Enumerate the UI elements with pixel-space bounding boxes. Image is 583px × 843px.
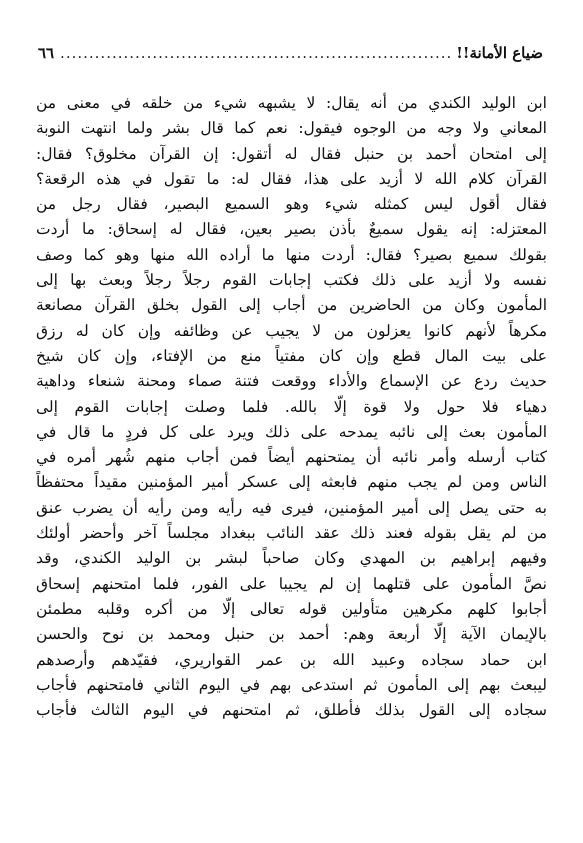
text-line: المأمون وكان من الحاضرين من أجاب إلى القول بخلق القرآن مصانعة [36,296,547,315]
text-line: من لم يقل بقوله فعند ذلك عقد النائب ببغداد مجلساً آخر وأحضر أولئك [36,524,547,543]
text-line: القرآن كلام الله لا أزيد على هذا، فقال له: ما تقول في هذه الرقعة؟ [36,169,547,188]
text-line: نفسه ولا أزيد على ذلك فكتب إجابات القوم رجلاً رجلاً وبعث بها إلى [36,271,547,290]
text-line: سجاده إلى القول بذلك فأطلق، ثم امتحنهم في اليوم الثالث فأجاب [36,701,547,720]
text-line: وفيهم إبراهيم بن المهدي وكان صاحباً لبشر بن الوليد الكندي، وقد [36,549,547,568]
page-number: ٦٦ [38,44,55,62]
text-line: حديث ردع عن الإسماع والأداء ووقعت فتنة صماء ومحنة شنعاء وداهية [36,372,547,391]
body-text [36,91,547,723]
running-header [38,44,543,66]
text-line: بقولك سميع بصير؟ فقال: أردت منها ما أراده الله منها وهو كما وصف [36,245,547,264]
text-line: ابن الوليد الكندي من أنه يقال: لا يشبهه شيء من خلقه في معنى من [36,94,547,112]
text-line: المأمون بعث إلى نائبه يمدحه على ذلك ويرد على كل فردٍ ما قال في [36,422,547,441]
text-line: ليبعث بهم إلى المأمون ثم استدعى بهم في اليوم الثاني فامتحنهم فأجاب [36,675,547,694]
text-line: مكرهاً لأنهم كانوا يعزلون من لا يجيب عن وظائفه وإن كان له رزق [36,321,547,340]
text-line: كتاب أرسله وأمر نائبه أن يمتحنهم أيضاً فمن أجاب منهم شُهر أمره في [36,448,547,467]
text-line: دهياء فلا حول ولا قوة إلّا بالله. فلما وصلت إجابات القوم إلى [36,397,547,416]
text-line: ابن حماد سجاده وعبيد الله بن عمر القواريري، فقيّدهم وأرصدهم [36,650,547,669]
text-line: فقال أقول ليس كمثله شيء وهو السميع البصير، فقال رجل من [36,195,547,214]
text-line: نصَّ المأمون على قتلهما إن لم يجيبا على الفور، فلما امتحنهم إسحاق [36,574,547,593]
text-line: المعتزله: إنه يقول سميعٌ بأذن بصير بعين، فقال له إسحاق: ما أردت [36,220,547,239]
text-line: به حتى يصل إلى أمير المؤمنين، فيرى فيه رأيه ومن رأيه أن يضرب عنق [36,498,547,517]
dot-leader [58,44,452,62]
text-line: بالإيمان الآية إلّا أربعة وهم: أحمد بن حنبل ومحمد بن نوح والحسن [36,625,547,644]
text-line: إلى امتحان أحمد بن حنبل فقال له أتقول: إن القرآن مخلوق؟ فقال: [36,144,547,163]
text-line: على بيت المال قطع وإن كان مفتياً منع من الإفتاء، وإن كان شيخ [36,346,547,365]
book-title: ضياع الأمانة!! [456,44,543,62]
text-line: أجابوا كلهم مكرهين متأولين قوله تعالى إلّا من أكره وقلبه مطمئن [36,599,547,618]
text-line: الناس ومن لم يجب منهم فابعثه إلى عسكر أمير المؤمنين مقيداً محتفظاً [36,473,547,492]
text-line: المعاني ولا وجه من الوجوه فيقول: نعم كما قال بشر ولما انتهت النوبة [36,119,547,138]
